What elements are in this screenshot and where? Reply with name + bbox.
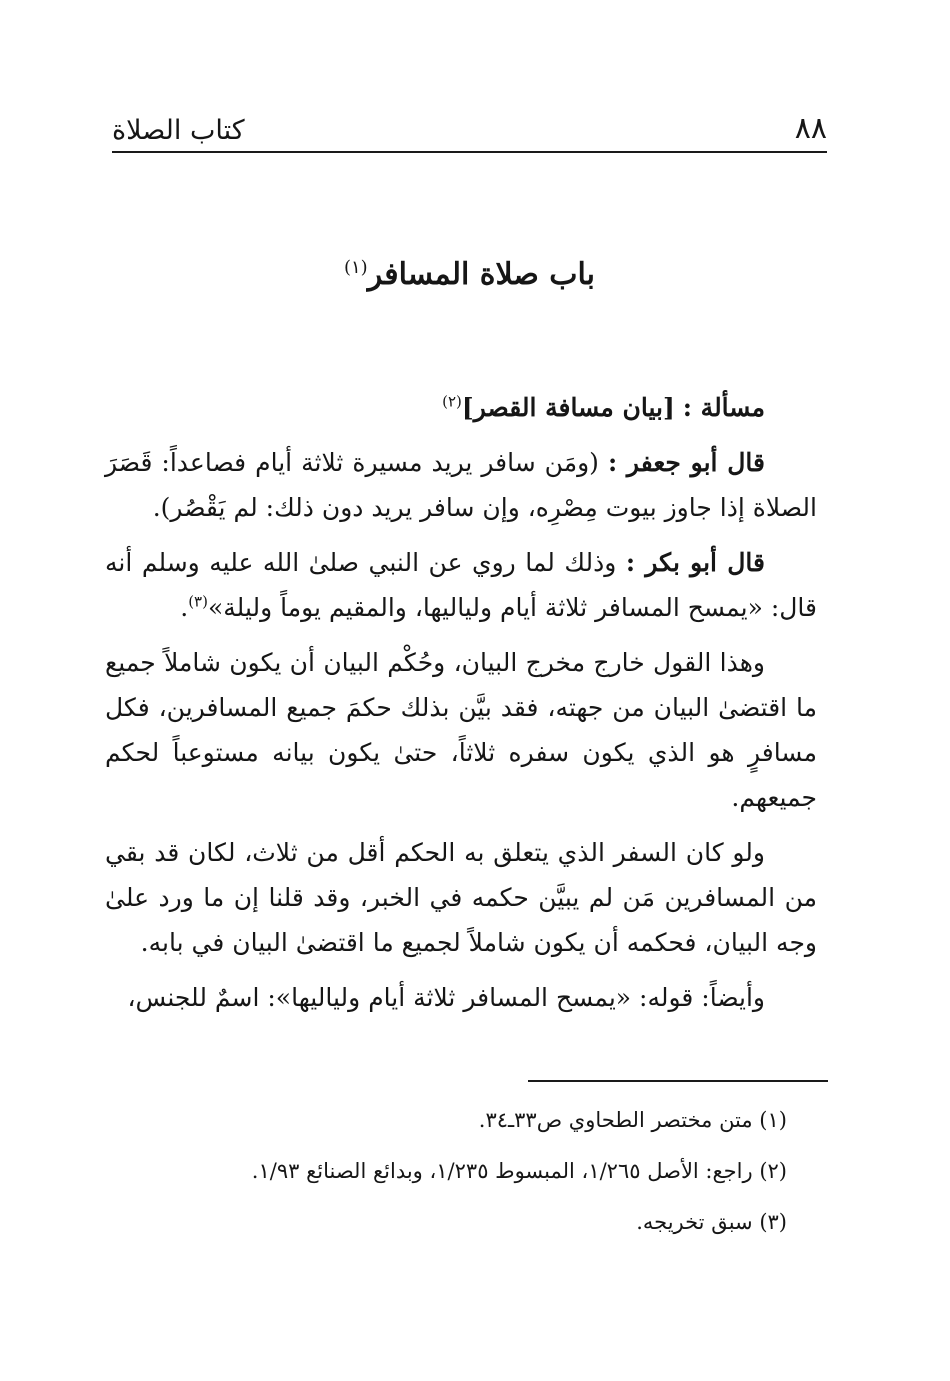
- header-rule: [112, 151, 827, 153]
- paragraph-text: وذلك لما روي عن النبي صلىٰ الله عليه وسلم أنه قال: «يمسح المسافر ثلاثة أيام ولياليها، والمقيم يوماً وليلة»: [105, 548, 817, 622]
- paragraph-speaker: قال أبو بكر :: [625, 548, 765, 577]
- issue-footnote-ref: (٢): [442, 392, 462, 411]
- paragraph: [105, 540, 817, 630]
- running-title: كتاب الصلاة: [112, 115, 245, 146]
- paragraph-text: وأيضاً: قوله: «يمسح المسافر ثلاثة أيام ولياليها»: اسمٌ للجنس،: [127, 983, 765, 1012]
- footnote-rule: [528, 1080, 828, 1082]
- paragraph-text: (ومَن سافر يريد مسيرة ثلاثة أيام فصاعداً: قَصَرَ الصلاة إذا جاوز بيوت مِصْرِه، وإن سافر يريد دون ذلك: لم يَقْصُر).: [105, 448, 817, 522]
- paragraph: [105, 975, 817, 1020]
- footnote-item: (١) متن مختصر الطحاوي ص٣٣ـ٣٤.: [478, 1108, 787, 1132]
- paragraph-text: ولو كان السفر الذي يتعلق به الحكم أقل من ثلاث، لكان قد بقي من المسافرين مَن لم يبيَّن حكمه في الخبر، وقد قلنا إن ما ورد علىٰ وجه البيان، فحكمه أن يكون شاملاً لجميع ما اقتضىٰ البيان في بابه.: [105, 838, 817, 957]
- issue-heading: [105, 385, 817, 430]
- paragraph-tail: .: [180, 593, 189, 622]
- page-number: ٨٨: [794, 111, 827, 146]
- chapter-footnote-ref: (١): [343, 257, 368, 278]
- paragraph: [105, 830, 817, 965]
- footnotes: [112, 1098, 787, 1251]
- paragraph-text: وهذا القول خارج مخرج البيان، وحُكْم البيان أن يكون شاملاً جميع ما اقتضىٰ البيان من جهته، فقد بيَّن بذلك حكمَ جميع المسافرين، فكل مسافرٍ هو الذي يكون سفره ثلاثاً، حتىٰ يكون بيانه مستوعباً لحكم جميعهم.: [105, 648, 817, 812]
- page-header: [112, 108, 827, 150]
- issue-title: [بيان مسافة القصر]: [461, 393, 675, 422]
- body-text: [105, 385, 817, 1030]
- chapter-title: [112, 250, 827, 300]
- issue-label: مسألة :: [682, 393, 765, 422]
- paragraph-footnote-ref: (٣): [188, 592, 208, 611]
- paragraph: [105, 440, 817, 530]
- footnote-item: (٢) راجع: الأصل ١/٢٦٥، المبسوط ١/٢٣٥، وبدائع الصنائع ١/٩٣.: [251, 1159, 787, 1183]
- paragraph-speaker: قال أبو جعفر :: [607, 448, 765, 477]
- footnote-item: (٣) سبق تخريجه.: [636, 1210, 787, 1234]
- paragraph: [105, 640, 817, 820]
- chapter-title-text: باب صلاة المسافر: [367, 257, 596, 292]
